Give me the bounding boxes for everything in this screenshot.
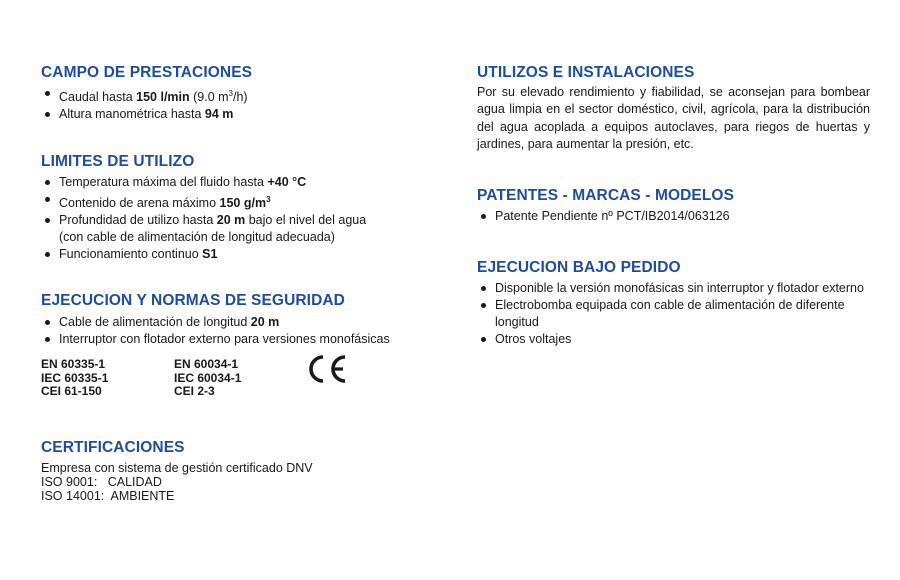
list-item: Funcionamiento continuo S1 (41, 246, 366, 263)
list-item: Electrobomba equipada con cable de alimentación de diferente longitud (477, 297, 870, 331)
list-item: Patente Pendiente nº PCT/IB2014/063126 (477, 208, 730, 225)
norm-label: IEC 60034-1 (174, 370, 242, 385)
norm-label: IEC 60335-1 (41, 370, 109, 385)
norms-column-1 (41, 358, 108, 399)
ce-mark-icon (305, 353, 349, 385)
list-item: Cable de alimentación de longitud 20 m (41, 314, 390, 331)
norm-label: CEI 2-3 (174, 384, 215, 398)
limites-heading: LIMITES DE UTILIZO (41, 153, 195, 170)
list-item: Altura manométrica hasta 94 m (41, 106, 248, 123)
list-item: Interruptor con flotador externo para versiones monofásicas (41, 331, 390, 348)
utilizos-heading: UTILIZOS E INSTALACIONES (477, 64, 695, 81)
campo-list (41, 85, 248, 123)
norm-label: CEI 61-150 (41, 384, 102, 398)
list-item: Contenido de arena máximo 150 $g/m^3$ (41, 191, 366, 212)
certificaciones-heading: CERTIFICACIONES (41, 439, 185, 456)
patentes-heading: PATENTES - MARCAS - MODELOS (477, 187, 735, 204)
limites-list (41, 174, 366, 263)
pedido-heading: EJECUCION BAJO PEDIDO (477, 259, 681, 276)
ejecucion-heading: EJECUCION Y NORMAS DE SEGURIDAD (41, 292, 345, 309)
list-item: Temperatura máxima del fluido hasta +40 °C (41, 174, 366, 191)
pedido-list (477, 280, 870, 348)
list-item: Disponible la versión monofásicas sin interruptor y flotador externo (477, 280, 870, 297)
certificaciones-text (41, 461, 313, 504)
norm-label: EN 60335-1 (41, 357, 106, 371)
campo-heading: CAMPO DE PRESTACIONES (41, 64, 253, 81)
list-item: Profundidad de utilizo hasta 20 m bajo el nivel del agua (con cable de alimentación de longitud adecuada) (41, 212, 366, 246)
cert-line: ISO 9001: CALIDAD (41, 475, 162, 490)
norm-label: EN 60034-1 (174, 357, 239, 371)
utilizos-paragraph: Por su elevado rendimiento y fiabilidad, se aconsejan para bombear agua limpia en el sector doméstico, civil, agrícola, para la distribución del agua acoplada a equipos autoclaves, para riegos de huertas y jardines, para aumentar la presión, etc. (477, 85, 870, 152)
cert-line: ISO 14001: AMBIENTE (41, 489, 175, 504)
norms-column-2 (174, 358, 241, 399)
ejecucion-list (41, 314, 390, 348)
list-item: Caudal hasta 150 l/min (9.0 $m^3/h$) (41, 85, 248, 106)
cert-line: Empresa con sistema de gestión certificado DNV (41, 461, 313, 475)
patentes-list (477, 208, 730, 225)
list-item: Otros voltajes (477, 331, 870, 348)
